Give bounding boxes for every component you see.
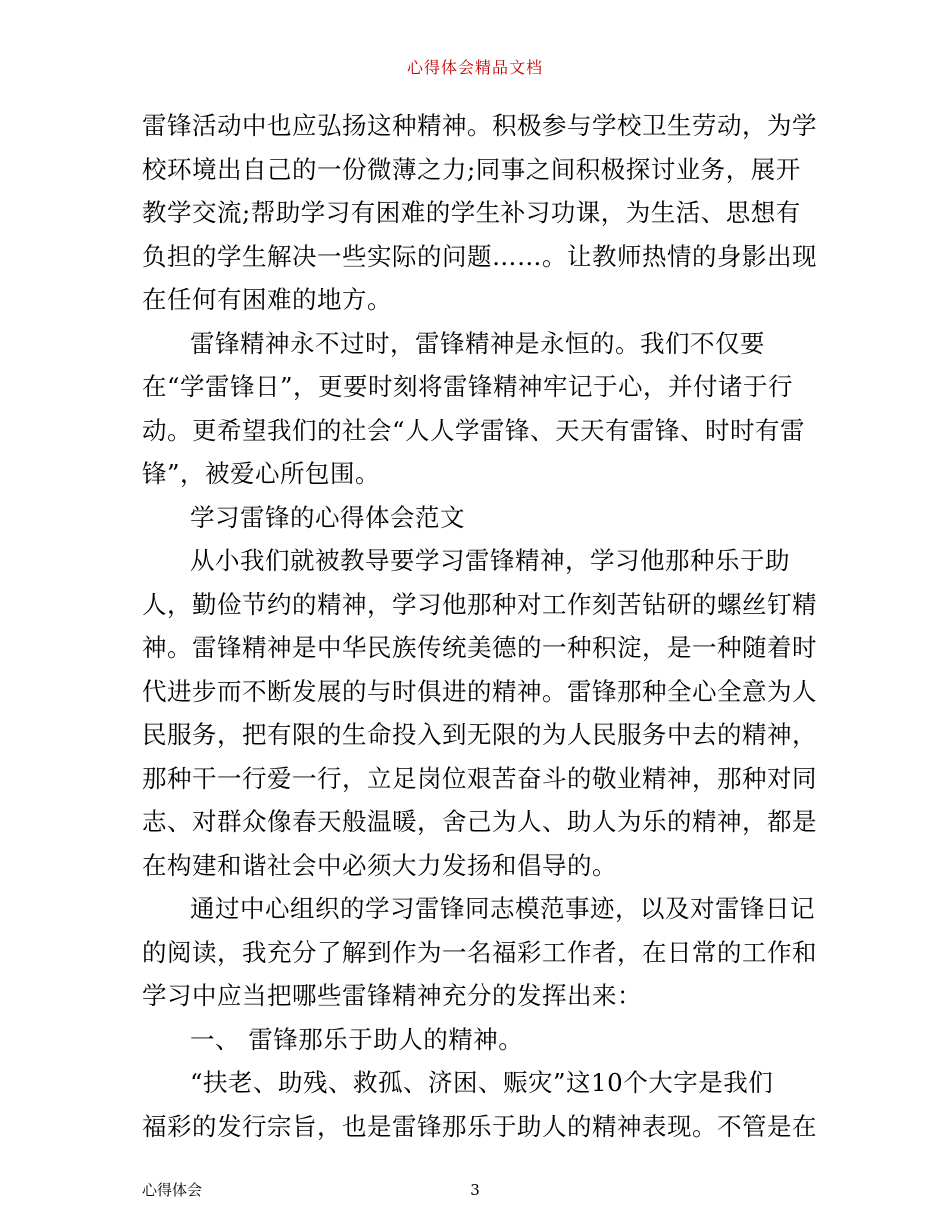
body-line: 教学交流;帮助学习有困难的学生补习功课，为生活、思想有 (142, 198, 801, 227)
body-line: 学习中应当把哪些雷锋精神充分的发挥出来： (142, 981, 642, 1010)
body-line: 的阅读，我充分了解到作为一名福彩工作者，在日常的工作和 (142, 937, 817, 967)
body-line: 负担的学生解决一些实际的问题……。让教师热情的身影出现 (142, 241, 817, 271)
body-line: 在构建和谐社会中必须大力发扬和倡导的。 (142, 850, 617, 880)
body-line: 福彩的发行宗旨，也是雷锋那乐于助人的精神表现。不管是在 (142, 1111, 817, 1141)
page-header-title: 心得体会精品文档 (406, 58, 543, 77)
body-line: 雷锋活动中也应弘扬这种精神。积极参与学校卫生劳动，为学 (142, 111, 817, 140)
document-body (142, 104, 817, 1148)
body-line: 人，勤俭节约的精神，学习他那种对工作刻苦钻研的螺丝钉精 (142, 589, 817, 619)
list-item-heading: 一、 雷锋那乐于助人的精神。 (190, 1024, 524, 1054)
body-line: 民服务，把有限的生命投入到无限的为人民服务中去的精神， (142, 720, 817, 749)
body-line: 通过中心组织的学习雷锋同志模范事迹，以及对雷锋日记 (190, 894, 815, 923)
body-line: 动。更希望我们的社会“人人学雷锋、天天有雷锋、时时有雷 (142, 415, 806, 445)
footer-label: 心得体会 (142, 1181, 203, 1199)
body-line: 在任何有困难的地方。 (142, 285, 392, 314)
body-line: 那种干一行爱一行，立足岗位艰苦奋斗的敬业精神，那种对同 (142, 763, 817, 793)
body-line: 神。雷锋精神是中华民族传统美德的一种积淀，是一种随着时 (142, 633, 817, 662)
body-line: “扶老、助残、救孤、济困、赈灾”这10个大字是我们 (190, 1068, 774, 1097)
body-line: 代进步而不断发展的与时俱进的精神。雷锋那种全心全意为人 (142, 676, 817, 706)
body-line: 雷锋精神永不过时，雷锋精神是永恒的。我们不仅要 (190, 328, 765, 358)
body-line: 从小我们就被教导要学习雷锋精神，学习他那种乐于助 (190, 546, 790, 575)
body-line: 志、对群众像春天般温暖，舍己为人、助人为乐的精神，都是 (142, 807, 817, 836)
body-line: 在“学雷锋日”，更要时刻将雷锋精神牢记于心，并付诸于行 (142, 372, 794, 401)
page-number: 3 (470, 1181, 480, 1199)
body-line: 校环境出自己的一份微薄之力;同事之间积极探讨业务，展开 (142, 154, 801, 184)
body-line: 锋”，被爱心所包围。 (142, 459, 381, 488)
section-heading: 学习雷锋的心得体会范文 (190, 502, 465, 532)
